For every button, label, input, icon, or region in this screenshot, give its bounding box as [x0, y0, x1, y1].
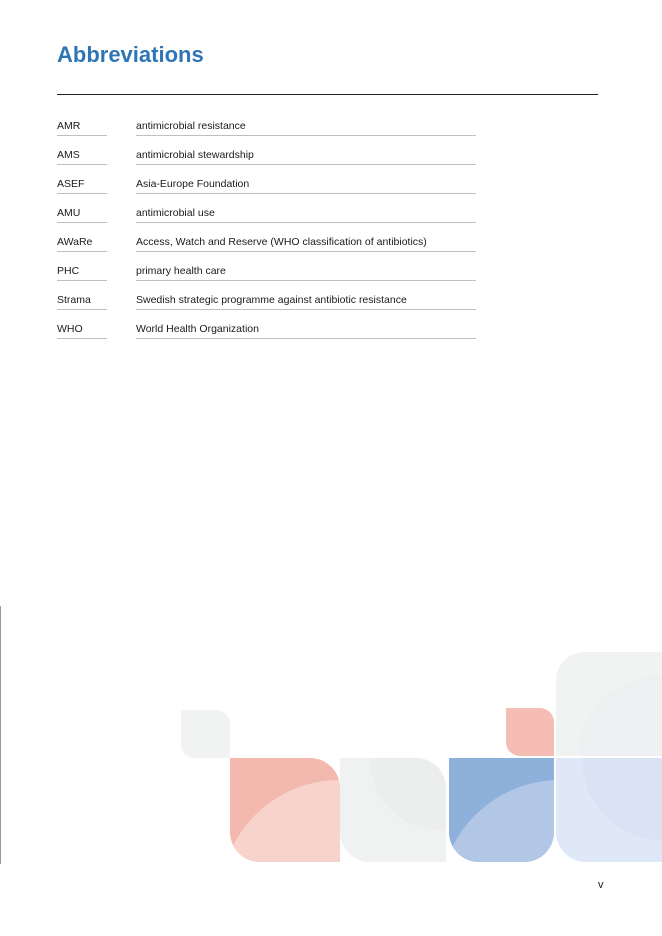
abbreviation-row	[57, 116, 477, 145]
abbreviation-term: AMU	[57, 206, 107, 223]
abbreviation-row	[57, 319, 477, 348]
abbreviation-term: AMS	[57, 148, 107, 165]
abbreviation-list	[57, 116, 477, 348]
abbreviation-row	[57, 261, 477, 290]
abbreviation-definition: primary health care	[136, 264, 476, 281]
abbreviation-definition: Swedish strategic programme against antibiotic resistance	[136, 293, 476, 310]
abbreviation-term: PHC	[57, 264, 107, 281]
page-number: v	[598, 879, 604, 891]
abbreviation-definition: Access, Watch and Reserve (WHO classification of antibiotics)	[136, 235, 476, 252]
abbreviation-row	[57, 174, 477, 203]
abbreviation-term: Strama	[57, 293, 107, 310]
abbreviation-definition: antimicrobial stewardship	[136, 148, 476, 165]
abbreviation-row	[57, 203, 477, 232]
decorative-tile-graphic	[0, 600, 662, 870]
abbreviation-row	[57, 145, 477, 174]
salmon-tile-small	[506, 708, 554, 756]
grey-tile-small	[181, 710, 230, 758]
abbreviation-term: AMR	[57, 119, 107, 136]
abbreviation-term: ASEF	[57, 177, 107, 194]
abbreviation-term: WHO	[57, 322, 107, 339]
abbreviation-term: AWaRe	[57, 235, 107, 252]
abbreviation-definition: antimicrobial use	[136, 206, 476, 223]
page-title: Abbreviations	[57, 42, 204, 67]
abbreviation-definition: antimicrobial resistance	[136, 119, 476, 136]
abbreviation-row	[57, 290, 477, 319]
abbreviation-row	[57, 232, 477, 261]
abbreviation-definition: Asia-Europe Foundation	[136, 177, 476, 194]
title-divider	[57, 94, 598, 95]
abbreviation-definition: World Health Organization	[136, 322, 476, 339]
